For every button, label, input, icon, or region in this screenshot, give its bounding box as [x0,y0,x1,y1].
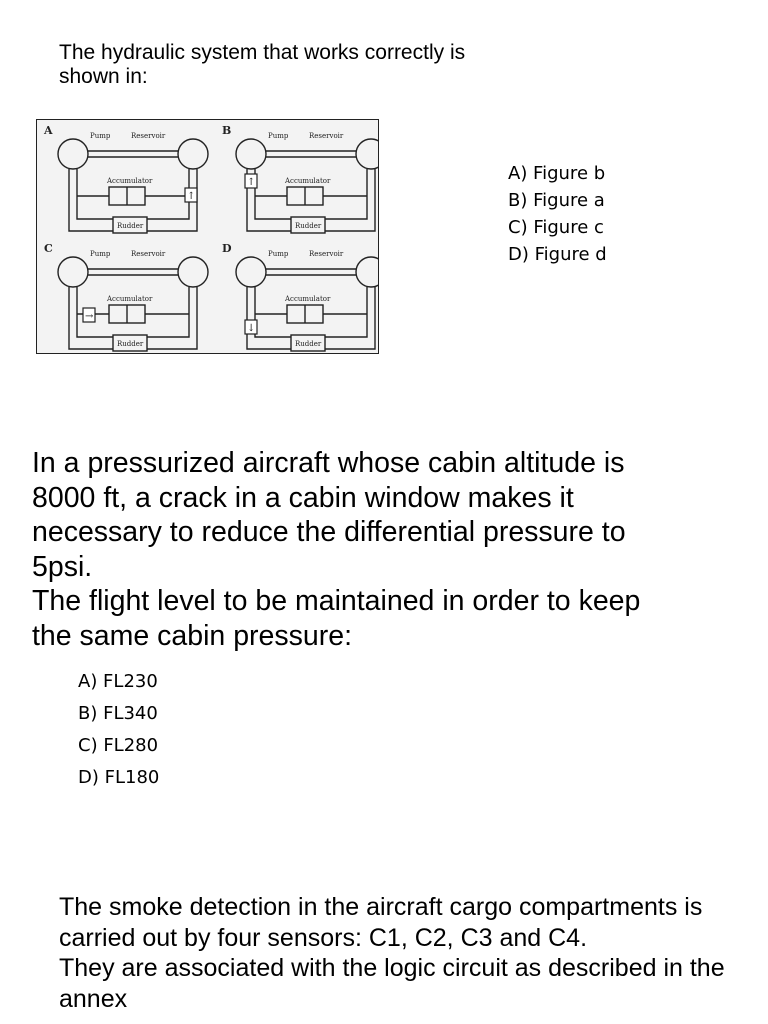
pipe-line [325,287,367,337]
accumulator-label: Accumulator [107,295,153,303]
panel-letter: B [222,124,232,137]
panel-letter: D [222,242,232,255]
option-d[interactable]: D) FL180 [78,767,160,788]
reservoir-icon [178,139,208,169]
reservoir-label: Reservoir [131,250,166,258]
rudder-label: Rudder [117,222,144,230]
valve-arrow-icon: ↑ [187,191,196,202]
reservoir-icon [178,257,208,287]
valve-arrow-icon: ↓ [247,323,256,334]
option-c[interactable]: C) Figure c [508,217,604,238]
question-3-text: The smoke detection in the aircraft cargo compartments is carried out by four sensors: C1, C2, C3 and C4. They are associated with the logic circuit as described in the annex [59,893,725,1013]
question-1-options [508,160,607,268]
pump-icon [236,139,266,169]
pump-icon [236,257,266,287]
valve-arrow-icon: → [85,311,94,322]
rudder-label: Rudder [295,222,322,230]
hydraulic-system-figure [36,119,379,354]
pump-icon [58,257,88,287]
pump-label: Pump [90,132,111,140]
rudder-label: Rudder [295,340,322,348]
option-b[interactable]: B) Figure a [508,190,605,211]
pipe-line [325,169,367,219]
valve-arrow-icon: ↑ [247,177,256,188]
reservoir-label: Reservoir [131,132,166,140]
option-c[interactable]: C) FL280 [78,735,159,756]
accumulator-label: Accumulator [285,295,331,303]
option-d[interactable]: D) Figure d [508,244,607,265]
reservoir-label: Reservoir [309,132,344,140]
question-2-options [78,666,159,794]
option-a[interactable]: A) FL230 [78,671,158,692]
accumulator-label: Accumulator [285,177,331,185]
pipe-line [147,287,189,337]
pump-label: Pump [268,250,289,258]
pump-icon [58,139,88,169]
pipe-line [147,169,189,219]
option-a[interactable]: A) Figure b [508,163,606,184]
question-2-text: In a pressurized aircraft whose cabin altitude is 8000 ft, a crack in a cabin window makes it necessary to reduce the differential pressure to 5psi. The flight level to be maintained in order to keep the same cabin pressure: [32,447,641,652]
option-b[interactable]: B) FL340 [78,703,158,724]
panel-letter: C [44,242,53,255]
panel-letter: A [44,124,53,137]
pump-label: Pump [90,250,111,258]
reservoir-icon [356,257,378,287]
pump-label: Pump [268,132,289,140]
accumulator-label: Accumulator [107,177,153,185]
reservoir-icon [356,139,378,169]
question-1-text: The hydraulic system that works correctly is shown in: [59,41,466,88]
rudder-label: Rudder [117,340,144,348]
reservoir-label: Reservoir [309,250,344,258]
